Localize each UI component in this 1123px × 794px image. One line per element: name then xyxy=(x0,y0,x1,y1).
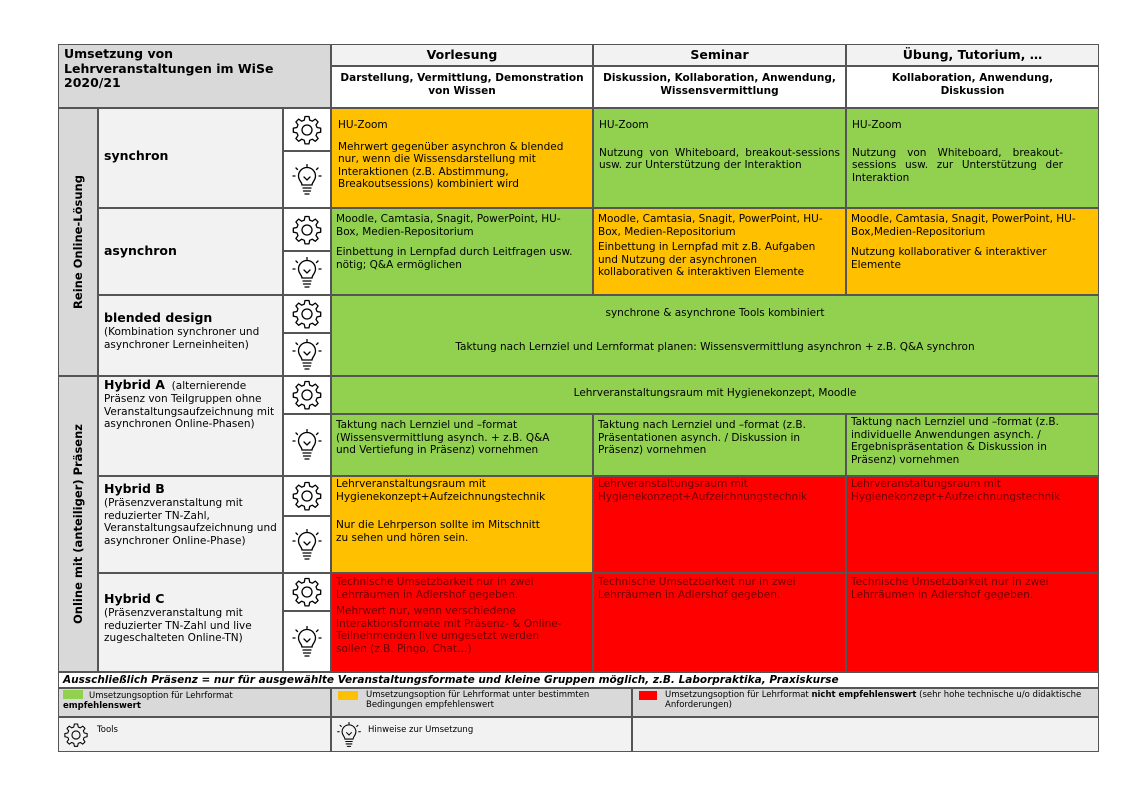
legend-hints xyxy=(331,717,632,752)
row-label-hybrid-c xyxy=(98,573,283,672)
cell-hints-text: Taktung nach Lernziel und –format (Wissensvermittlung asynch. + z.B. Q&A und Vertiefung in Präsenz) vornehmen xyxy=(336,419,550,456)
legend-orange-text: Umsetzungsoption für Lehrformat unter bestimmten Bedingungen empfehlenswert xyxy=(366,690,590,710)
legend-red xyxy=(632,688,1099,717)
cell-hints-text: Nutzung von Whiteboard, breakout-sessions usw. zur Unterstützung der Interaktion xyxy=(599,146,840,171)
cell-tools-text: synchrone & asynchrone Tools kombiniert xyxy=(605,307,825,319)
footer-note: Ausschließlich Präsenz = nur für ausgewählte Veranstaltungsformate und kleine Gruppen möglich, z.B. Laborpraktika, Praxiskurse xyxy=(63,674,839,686)
legend-empty-cell xyxy=(632,717,1099,752)
column-subheader-seminar: Diskussion, Kollaboration, Anwendung, Wissensvermittlung xyxy=(593,66,846,108)
cell-asynchron-seminar xyxy=(593,208,846,295)
gear-icon xyxy=(283,108,331,151)
cell-tools-text: Lehrveranstaltungsraum mit Hygienekonzept+Aufzeichnungstechnik xyxy=(598,478,808,503)
cell-hints-text: Mehrwert nur, wenn verschiedene Interaktionsformate mit Präsenz- & Online-Teilnehmenden live umgesetzt werden sollen (z.B. Pingo, Chat…) xyxy=(336,605,562,655)
legend-green xyxy=(58,688,331,717)
gear-icon xyxy=(283,208,331,251)
cell-hints-text: Taktung nach Lernziel und –format (z.B. Präsentationen asynch. / Diskussion in Präsenz) vornehmen xyxy=(598,419,806,456)
legend-red-text-bold: nicht empfehlenswert xyxy=(811,690,917,700)
gear-icon xyxy=(283,573,331,611)
cell-blended-all xyxy=(331,295,1099,376)
cell-tools-text: Technische Umsetzbarkeit nur in zwei Lehrräumen in Adlershof gegeben. xyxy=(851,576,1049,601)
cell-hybrid-a-vorlesung xyxy=(331,414,593,476)
lightbulb-icon xyxy=(283,611,331,672)
legend-green-text-a: Umsetzungsoption für Lehrformat xyxy=(89,691,233,701)
legend-tools xyxy=(58,717,331,752)
cell-hints-text: Taktung nach Lernziel und Lernformat planen: Wissensvermittlung asynchron + z.B. Q&A synchron xyxy=(455,341,975,353)
lightbulb-icon xyxy=(283,414,331,476)
row-label-blended xyxy=(98,295,283,376)
cell-hints-text: Nur die Lehrperson sollte im Mitschnitt zu sehen und hören sein. xyxy=(336,519,540,544)
table-title-cell xyxy=(58,44,331,108)
legend-orange-swatch xyxy=(338,691,358,700)
cell-hybrid-c-seminar xyxy=(593,573,846,672)
cell-hybrid-c-uebung xyxy=(846,573,1099,672)
cell-synchron-uebung xyxy=(846,108,1099,208)
legend-green-text-b: empfehlenswert xyxy=(63,701,141,711)
cell-synchron-vorlesung xyxy=(331,108,593,208)
row-label-hybrid-a-text: Hybrid A xyxy=(104,377,165,392)
row-label-synchron xyxy=(98,108,283,208)
row-label-hybrid-a-desc-inline: (alternierende xyxy=(171,380,247,392)
cell-tools-text: HU-Zoom xyxy=(852,119,902,131)
cell-synchron-seminar xyxy=(593,108,846,208)
legend-green-swatch xyxy=(63,690,83,699)
table-title: Umsetzung von Lehrveranstaltungen im WiSe 2020/21 xyxy=(64,46,274,90)
group-label-online-text: Reine Online-Lösung xyxy=(71,175,85,309)
cell-asynchron-uebung xyxy=(846,208,1099,295)
group-label-praesenz-text: Online mit (anteiliger) Präsenz xyxy=(71,424,85,624)
cell-tools-text: HU-Zoom xyxy=(599,119,649,131)
footer-note-cell xyxy=(58,672,1099,688)
group-label-online xyxy=(58,108,98,376)
row-label-hybrid-c-desc: (Präsenzveranstaltung mit reduzierter TN-Zahl und live zugeschalteten Online-TN) xyxy=(104,607,252,644)
column-subheader-vorlesung: Darstellung, Vermittlung, Demonstration von Wissen xyxy=(331,66,593,108)
row-label-hybrid-b-text: Hybrid B xyxy=(104,481,165,496)
cell-hybrid-b-vorlesung xyxy=(331,476,593,573)
cell-hints-text: Einbettung in Lernpfad mit z.B. Aufgaben und Nutzung der asynchronen kollaborativen & interaktiven Elemente xyxy=(598,241,816,278)
cell-hints-text: Taktung nach Lernziel und –format (z.B. individuelle Anwendungen asynch. / Ergebnispräsentation & Diskussion in Präsenz) vornehmen xyxy=(851,416,1059,466)
legend-orange xyxy=(331,688,632,717)
cell-hints-text: Einbettung in Lernpfad durch Leitfragen usw. nötig; Q&A ermöglichen xyxy=(336,246,573,271)
column-header-vorlesung: Vorlesung xyxy=(331,44,593,66)
cell-tools-text: Lehrveranstaltungsraum mit Hygienekonzept, Moodle xyxy=(573,387,857,399)
cell-hybrid-b-uebung xyxy=(846,476,1099,573)
lightbulb-icon xyxy=(283,333,331,376)
row-label-hybrid-a-desc: Präsenz von Teilgruppen ohne Veranstaltungsaufzeichnung mit asynchronen Online-Phasen) xyxy=(104,393,275,430)
group-label-praesenz xyxy=(58,376,98,672)
row-label-synchron-text: synchron xyxy=(104,148,169,163)
row-label-hybrid-c-text: Hybrid C xyxy=(104,591,165,606)
cell-asynchron-vorlesung xyxy=(331,208,593,295)
cell-tools-text: Lehrveranstaltungsraum mit Hygienekonzept+Aufzeichnungstechnik xyxy=(336,478,546,503)
legend-tools-text: Tools xyxy=(97,724,118,735)
legend-red-swatch xyxy=(639,691,657,700)
column-header-uebung: Übung, Tutorium, … xyxy=(846,44,1099,66)
cell-tools-text: Moodle, Camtasia, Snagit, PowerPoint, HU-Box, Medien-Repositorium xyxy=(598,213,823,238)
cell-hybrid-b-seminar xyxy=(593,476,846,573)
gear-icon xyxy=(283,376,331,414)
gear-icon xyxy=(63,722,89,748)
cell-hints-text: Mehrwert gegenüber asynchron & blended nur, wenn die Wissensdarstellung mit Interaktionen (z.B. Abstimmung, Breakoutsessions) kombiniert wird xyxy=(338,140,564,190)
cell-hybrid-a-seminar xyxy=(593,414,846,476)
cell-hybrid-c-vorlesung xyxy=(331,573,593,672)
cell-hybrid-a-uebung xyxy=(846,414,1099,476)
lightbulb-icon xyxy=(283,251,331,295)
lightbulb-icon xyxy=(283,151,331,208)
cell-tools-text: HU-Zoom xyxy=(338,119,388,131)
lightbulb-icon xyxy=(336,722,362,748)
lightbulb-icon xyxy=(283,516,331,573)
cell-hints-text: Nutzung von Whiteboard, breakout-sessions usw. zur Unterstützung der Interaktion xyxy=(852,146,1063,184)
cell-tools-text: Technische Umsetzbarkeit nur in zwei Lehrräumen in Adlershof gegeben. xyxy=(336,576,534,601)
cell-hints-text: Nutzung kollaborativer & interaktiver Elemente xyxy=(851,246,1047,271)
row-label-hybrid-b xyxy=(98,476,283,573)
row-label-blended-text: blended design xyxy=(104,310,213,325)
cell-tools-text: Lehrveranstaltungsraum mit Hygienekonzept+Aufzeichnungstechnik xyxy=(851,478,1061,503)
cell-tools-text: Moodle, Camtasia, Snagit, PowerPoint, HU-Box,Medien-Repositorium xyxy=(851,213,1076,238)
row-label-blended-desc: (Kombination synchroner und asynchroner Lerneinheiten) xyxy=(104,326,260,351)
legend-red-text-b: (sehr hohe technische u/o didaktische Anforderungen) xyxy=(665,690,1082,710)
row-label-asynchron-text: asynchron xyxy=(104,243,177,258)
legend-hints-text: Hinweise zur Umsetzung xyxy=(368,724,474,735)
cell-tools-text: Technische Umsetzbarkeit nur in zwei Lehrräumen in Adlershof gegeben. xyxy=(598,576,796,601)
cell-tools-text: Moodle, Camtasia, Snagit, PowerPoint, HU-Box, Medien-Repositorium xyxy=(336,213,561,238)
column-subheader-uebung: Kollaboration, Anwendung, Diskussion xyxy=(846,66,1099,108)
row-label-hybrid-b-desc: (Präsenzveranstaltung mit reduzierter TN-Zahl, Veranstaltungsaufzeichnung und asynchroner Online-Phase) xyxy=(104,497,277,547)
gear-icon xyxy=(283,295,331,333)
cell-hybrid-a-tools xyxy=(331,376,1099,414)
column-header-seminar: Seminar xyxy=(593,44,846,66)
row-label-asynchron xyxy=(98,208,283,295)
legend-red-text-a: Umsetzungsoption für Lehrformat xyxy=(665,690,812,700)
row-label-hybrid-a xyxy=(98,376,283,476)
gear-icon xyxy=(283,476,331,516)
